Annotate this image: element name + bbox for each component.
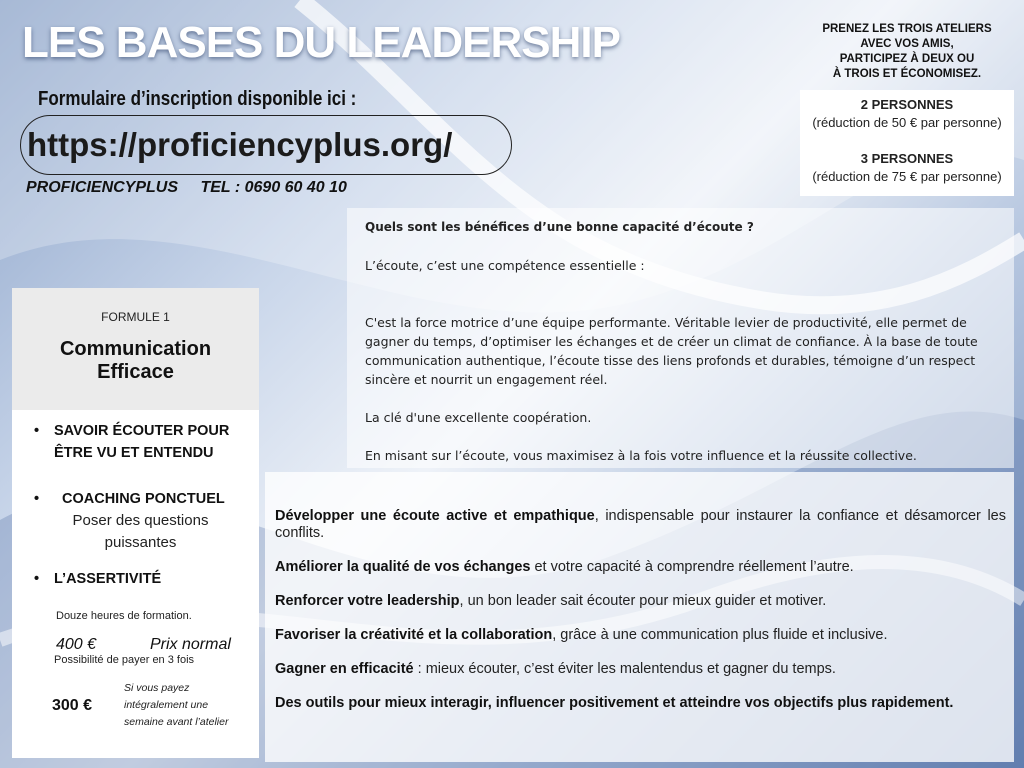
- training-hours: Douze heures de formation.: [56, 610, 192, 622]
- bullet-icon: •: [34, 491, 40, 507]
- advantage-summary: Des outils pour mieux interagir, influencer positivement et atteindre vos objectifs plus rapidement.: [275, 695, 954, 711]
- promo-price-note: Si vous payez intégralement une semaine avant l’atelier: [124, 682, 229, 728]
- topic-item: [32, 488, 249, 510]
- formula-title-line: Efficace: [97, 361, 174, 383]
- advantage-bold: Renforcer votre leadership: [275, 593, 460, 609]
- promo-heading-line: À TROIS ET ÉCONOMISEZ.: [832, 68, 982, 80]
- topic-item: [32, 568, 249, 590]
- advantage-item: [275, 661, 1006, 678]
- advantage-bold: Développer une écoute active et empathique: [275, 508, 595, 524]
- topic-label: SAVOIR ÉCOUTER POUR ÊTRE VU ET ENTENDU: [54, 423, 230, 461]
- group-discount-heading: [800, 18, 1014, 90]
- group-discount-details: [800, 90, 1014, 196]
- topic-label: COACHING PONCTUEL: [62, 491, 225, 507]
- topic-item: [32, 420, 249, 464]
- promo-heading-line: PARTICIPEZ À DEUX OU: [839, 53, 975, 65]
- page-title: LES BASES DU LEADERSHIP: [22, 18, 620, 67]
- advantage-bold: Gagner en efficacité: [275, 661, 414, 677]
- registration-url[interactable]: https://proficiencyplus.org/: [27, 126, 453, 163]
- benefits-key: La clé d'une excellente coopération.: [365, 410, 592, 425]
- group-discount-panel: [800, 18, 1014, 196]
- advantage-item: [275, 627, 1006, 644]
- three-persons-title: 3 PERSONNES: [860, 151, 954, 166]
- bullet-icon: •: [34, 423, 40, 439]
- advantage-item: [275, 559, 1006, 576]
- contact-line: [26, 179, 365, 197]
- benefits-question: Quels sont les bénéfices d’une bonne capacité d’écoute ?: [365, 220, 754, 234]
- advantage-text: : mieux écouter, c’est éviter les malentendus et gagner du temps.: [413, 661, 836, 677]
- registration-link-box[interactable]: [20, 115, 512, 175]
- formula-title-line: Communication: [59, 338, 212, 360]
- advantage-bold: Favoriser la créativité et la collaboration: [275, 627, 553, 643]
- advantages-section: [265, 472, 1014, 762]
- promo-heading-line: AVEC VOS AMIS,: [860, 38, 954, 50]
- advantage-text: , un bon leader sait écouter pour mieux guider et motiver.: [459, 593, 827, 609]
- advantage-text: et votre capacité à comprendre réellement l’autre.: [530, 559, 854, 575]
- topic-sub: Poser des questions puissantes: [72, 512, 209, 551]
- normal-price-row: [32, 636, 249, 654]
- advantage-bold: Améliorer la qualité de vos échanges: [275, 559, 531, 575]
- benefits-paragraph: C'est la force motrice d’une équipe performante. Véritable levier de productivité, elle permet de gagner du temps, d’optimiser les échanges et de créer un climat de confiance. À la base de toute communication authentique, l’écoute tisse des liens profonds et durables, témoigne d’un respect sincère et nourrit un engagement réel.: [365, 315, 978, 387]
- registration-subtitle: Formulaire d’inscription disponible ici :: [38, 88, 357, 110]
- advantage-item: [275, 593, 1006, 610]
- benefits-closing: En misant sur l’écoute, vous maximisez à la fois votre influence et la réussite collective.: [365, 448, 917, 463]
- formula-title: [12, 338, 259, 384]
- advantage-item: [275, 508, 1006, 542]
- formula-card: [12, 288, 259, 758]
- benefits-intro: L’écoute, c’est une compétence essentielle :: [365, 258, 645, 273]
- advantage-text: , grâce à une communication plus fluide et inclusive.: [552, 627, 888, 643]
- phone-number: TEL : 0690 60 40 10: [200, 179, 347, 196]
- three-persons-discount: (réduction de 75 € par personne): [812, 169, 1002, 184]
- promo-heading-line: PRENEZ LES TROIS ATELIERS: [822, 23, 992, 35]
- promo-price-row: [32, 680, 249, 731]
- bullet-icon: •: [34, 571, 40, 587]
- formula-topics: [12, 410, 259, 731]
- topic-label: L’ASSERTIVITÉ: [54, 571, 162, 587]
- installments: Possibilité de payer en 3 fois: [54, 654, 195, 666]
- benefits-section: [347, 208, 1014, 468]
- advantage-text: , indispensable pour instaurer la confiance et désamorcer les conflits.: [275, 508, 1006, 541]
- company-name: PROFICIENCYPLUS: [26, 179, 179, 196]
- formula-card-header: [12, 288, 259, 410]
- two-persons-title: 2 PERSONNES: [860, 97, 954, 112]
- promo-price: 300 €: [52, 696, 93, 714]
- normal-price-label: Prix normal: [150, 636, 231, 653]
- formula-label: FORMULE 1: [101, 310, 170, 324]
- normal-price: 400 €: [56, 636, 97, 653]
- two-persons-discount: (réduction de 50 € par personne): [812, 115, 1002, 130]
